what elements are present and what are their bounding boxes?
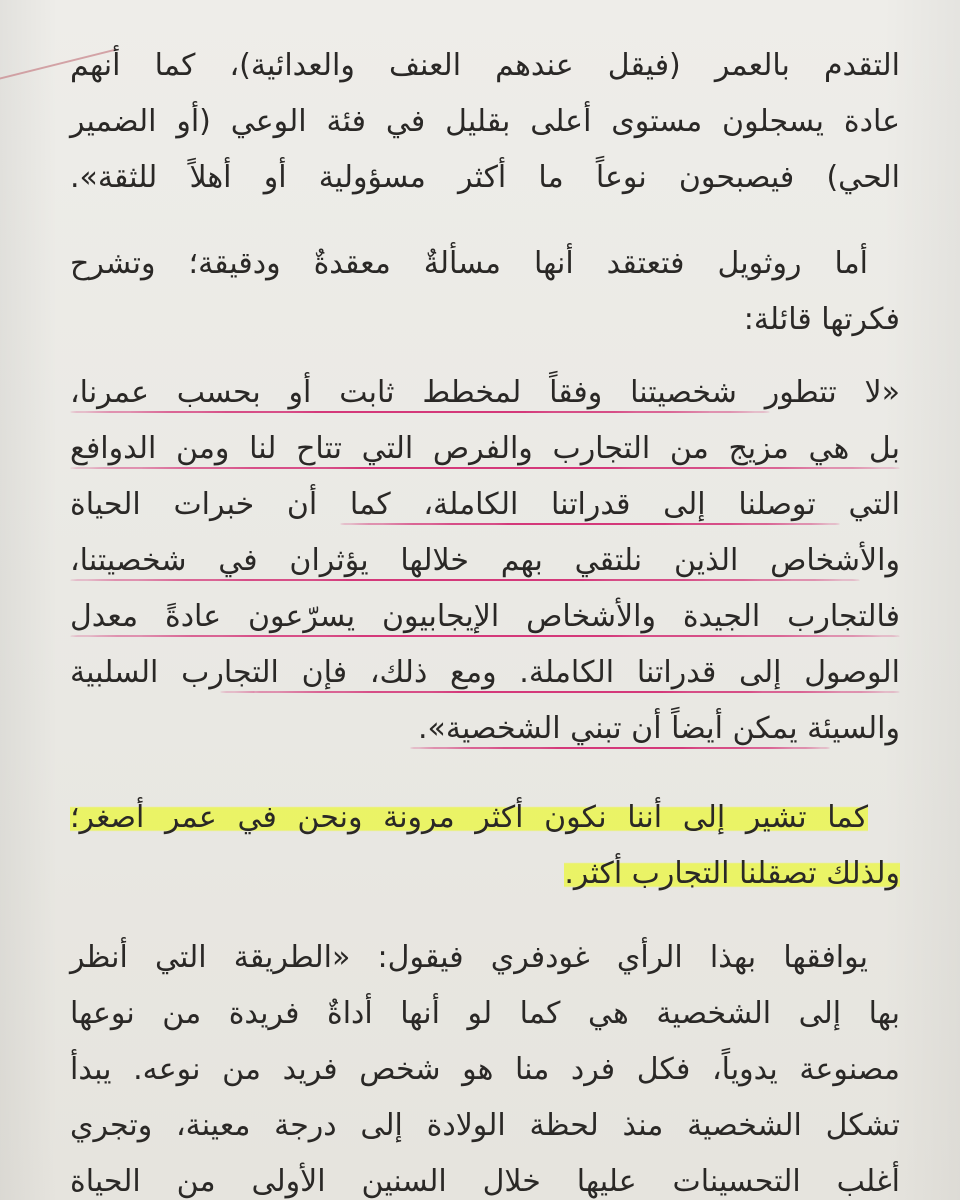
text-line: الحي) فيصبحون نوعاً ما أكثر مسؤولية أو أهلاً للثقة». — [70, 160, 900, 195]
text-line: التقدم بالعمر (فيقل عندهم العنف والعدائية)، كما أنهم — [70, 48, 900, 83]
pen-underline — [70, 579, 860, 581]
quote-text: والسيئة يمكن أيضاً أن تبني الشخصية». — [417, 711, 900, 746]
highlighted-text: ولذلك تصقلنا التجارب أكثر. — [564, 856, 900, 891]
pen-underline — [220, 691, 900, 693]
quote-text: «لا تتطور شخصيتنا وفقاً لمخطط ثابت أو بحسب عمرنا، — [70, 375, 900, 410]
quote-line — [70, 477, 900, 533]
text-line: فكرتها قائلة: — [743, 302, 900, 337]
text-line: أغلب التحسينات عليها خلال السنين الأولى من الحياة — [70, 1164, 900, 1199]
quote-text: الوصول إلى قدراتنا الكاملة. ومع ذلك، فإن التجارب السلبية — [70, 655, 900, 690]
pen-underline — [70, 635, 900, 637]
quote-text: فالتجارب الجيدة والأشخاص الإيجابيون يسرّعون عادةً معدل — [70, 599, 900, 634]
text-line: تشكل الشخصية منذ لحظة الولادة إلى درجة معينة، وتجري — [70, 1108, 900, 1143]
paragraph-continuation — [70, 38, 900, 206]
text-line: يوافقها بهذا الرأي غودفري فيقول: «الطريقة التي أنظر — [70, 940, 868, 975]
text-line: عادة يسجلون مستوى أعلى بقليل في فئة الوعي (أو الضمير — [70, 104, 900, 139]
quote-text: والأشخاص الذين نلتقي بهم خلالها يؤثران في شخصيتنا، — [70, 543, 900, 578]
text-line: مصنوعة يدوياً، فكل فرد منا هو شخص فريد من نوعه. يبدأ — [70, 1052, 900, 1087]
quote-text: التي توصلنا إلى قدراتنا الكاملة، كما أن خبرات الحياة — [70, 487, 900, 522]
highlighted-text: كما تشير إلى أننا نكون أكثر مرونة ونحن في عمر أصغر؛ — [70, 800, 868, 835]
quote-text: بل هي مزيج من التجارب والفرص التي تتاح لنا ومن الدوافع — [70, 431, 900, 466]
paragraph-godfrey — [70, 930, 900, 1200]
quote-line — [70, 589, 900, 645]
quote-line — [70, 421, 900, 477]
pen-underline — [410, 747, 830, 749]
text-line: بها إلى الشخصية هي كما لو أنها أداةٌ فريدة من نوعها — [70, 996, 900, 1031]
text-line: أما روثويل فتعتقد أنها مسألةٌ معقدةٌ ودقيقة؛ وتشرح — [70, 246, 868, 281]
pen-underline — [340, 523, 840, 525]
highlighted-paragraph — [70, 790, 900, 902]
paragraph-rothwell-intro — [70, 236, 900, 348]
quote-line — [70, 365, 900, 421]
text-line — [70, 846, 900, 902]
pen-underline — [70, 467, 900, 469]
quote-line — [70, 533, 900, 589]
pen-underline — [70, 411, 770, 413]
quote-line — [70, 645, 900, 701]
text-line — [70, 790, 900, 846]
quote-line — [70, 701, 900, 757]
rothwell-quote — [70, 365, 900, 757]
